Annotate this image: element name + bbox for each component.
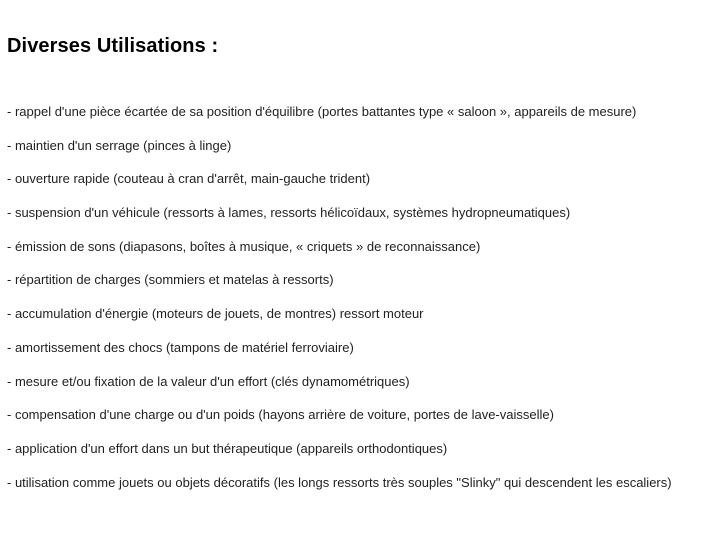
list-item: - accumulation d'énergie (moteurs de jouets, de montres) ressort moteur	[7, 306, 424, 322]
list-item: - suspension d'un véhicule (ressorts à lames, ressorts hélicoïdaux, systèmes hydropneumatiques)	[7, 205, 571, 221]
list-item: - application d'un effort dans un but thérapeutique (appareils orthodontiques)	[7, 440, 448, 456]
list-item: - rappel d'une pièce écartée de sa position d'équilibre (portes battantes type « saloon », appareils de mesure)	[7, 104, 637, 119]
slide-title: Diverses Utilisations :	[7, 35, 219, 57]
list-item: - compensation d'une charge ou d'un poids (hayons arrière de voiture, portes de lave-vaisselle)	[7, 407, 554, 423]
list-item: - maintien d'un serrage (pinces à linge)	[7, 137, 232, 153]
list-item: - ouverture rapide (couteau à cran d'arrêt, main-gauche trident)	[7, 171, 371, 187]
list-item: - utilisation comme jouets ou objets décoratifs (les longs ressorts très souples "Slinky" qui descendent les escaliers)	[7, 474, 672, 490]
uses-list	[7, 104, 720, 508]
list-item: - répartition de charges (sommiers et matelas à ressorts)	[7, 272, 334, 288]
list-item: - mesure et/ou fixation de la valeur d'un effort (clés dynamométriques)	[7, 373, 410, 389]
list-item: - émission de sons (diapasons, boîtes à musique, « criquets » de reconnaissance)	[7, 238, 481, 254]
list-item: - amortissement des chocs (tampons de matériel ferroviaire)	[7, 339, 354, 355]
